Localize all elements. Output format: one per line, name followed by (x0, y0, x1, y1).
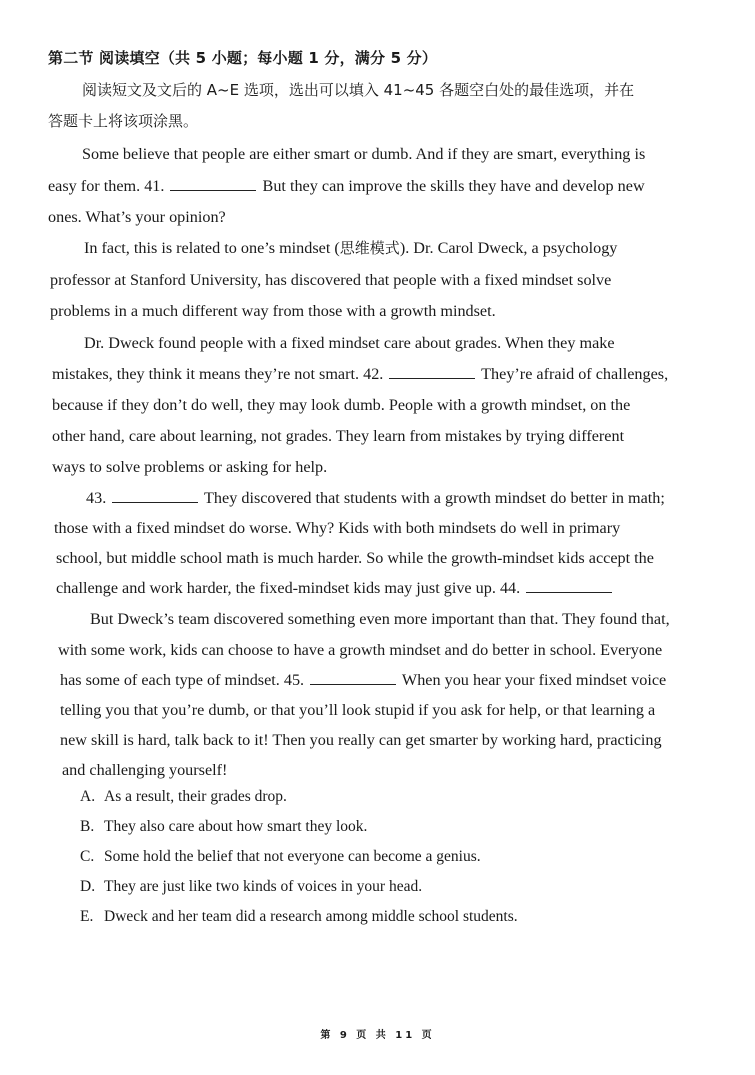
blank-45[interactable] (310, 670, 396, 685)
text-segment: challenge and work harder, the fixed-mindset kids may just give up. 44. (56, 579, 521, 597)
option-text: Dweck and her team did a research among middle school students. (104, 908, 518, 925)
text-line: professor at Stanford University, has discovered that people with a fixed mindset solve (50, 271, 612, 289)
text-line: other hand, care about learning, not grades. They learn from mistakes by trying different (52, 427, 625, 445)
text-line: problems in a much different way from those with a growth mindset. (50, 302, 496, 320)
option-a (80, 788, 287, 806)
text-line (48, 176, 645, 196)
option-letter: B. (80, 818, 95, 835)
option-b (80, 818, 367, 836)
text-segment: easy for them. 41. (48, 177, 165, 195)
option-letter: E. (80, 908, 94, 925)
text-line: ways to solve problems or asking for help. (52, 458, 328, 476)
text-line: those with a fixed mindset do worse. Why? Kids with both mindsets do well in primary (54, 519, 621, 537)
option-letter: D. (80, 878, 96, 895)
text-line: because if they don’t do well, they may look dumb. People with a growth mindset, on the (52, 396, 631, 414)
blank-41[interactable] (170, 176, 256, 191)
option-text: As a result, their grades drop. (104, 788, 287, 805)
text-segment: ). Dr. Carol Dweck, a psychology (399, 239, 618, 257)
text-segment: But they can improve the skills they have and develop new (262, 177, 645, 195)
option-letter: A. (80, 788, 96, 805)
text-line: with some work, kids can choose to have a growth mindset and do better in school. Everyone (58, 641, 663, 659)
text-segment: When you hear your fixed mindset voice (401, 671, 667, 689)
text-line: But Dweck’s team discovered something even more important than that. They found that, (90, 610, 670, 628)
text-segment: 43. (86, 489, 107, 507)
text-segment: They’re afraid of challenges, (481, 365, 669, 383)
blank-42[interactable] (389, 364, 475, 379)
option-e (80, 908, 518, 926)
text-line (60, 670, 666, 690)
option-text: They are just like two kinds of voices in your head. (104, 878, 423, 895)
option-d (80, 878, 422, 896)
text-segment: In fact, this is related to one’s mindset ( (84, 239, 340, 257)
text-segment: mistakes, they think it means they’re not smart. 42. (52, 365, 384, 383)
text-line (84, 238, 617, 258)
text-line: and challenging yourself! (62, 761, 228, 779)
text-line (86, 488, 665, 508)
text-segment: They discovered that students with a growth mindset do better in math; (204, 489, 665, 507)
blank-44[interactable] (526, 578, 612, 593)
text-line: Some believe that people are either smart or dumb. And if they are smart, everything is (82, 145, 646, 163)
text-line: Dr. Dweck found people with a fixed mindset care about grades. When they make (84, 334, 615, 352)
text-line (56, 578, 614, 598)
instruction-line-1: 阅读短文及文后的 A~E 选项，选出可以填入 41~45 各题空白处的最佳选项，并在 (82, 81, 635, 99)
page-number-footer: 第 9 页 共 11 页 (320, 1030, 435, 1041)
option-c (80, 848, 481, 866)
text-line (52, 364, 668, 384)
section-heading: 第二节 阅读填空（共 5 小题；每小题 1 分，满分 5 分） (48, 49, 438, 67)
text-segment: has some of each type of mindset. 45. (60, 671, 305, 689)
text-line: telling you that you’re dumb, or that you’ll look stupid if you ask for help, or that learning a (60, 701, 656, 719)
option-text: They also care about how smart they look. (104, 818, 368, 835)
text-line: school, but middle school math is much harder. So while the growth-mindset kids accept the (56, 549, 654, 567)
chinese-gloss: 思维模式 (339, 239, 400, 257)
option-letter: C. (80, 848, 95, 865)
instruction-line-2: 答题卡上将该项涂黑。 (48, 112, 199, 130)
blank-43[interactable] (112, 488, 198, 503)
text-line: ones. What’s your opinion? (48, 208, 226, 226)
option-text: Some hold the belief that not everyone can become a genius. (104, 848, 481, 865)
text-line: new skill is hard, talk back to it! Then you really can get smarter by working hard, practicing (60, 731, 662, 749)
